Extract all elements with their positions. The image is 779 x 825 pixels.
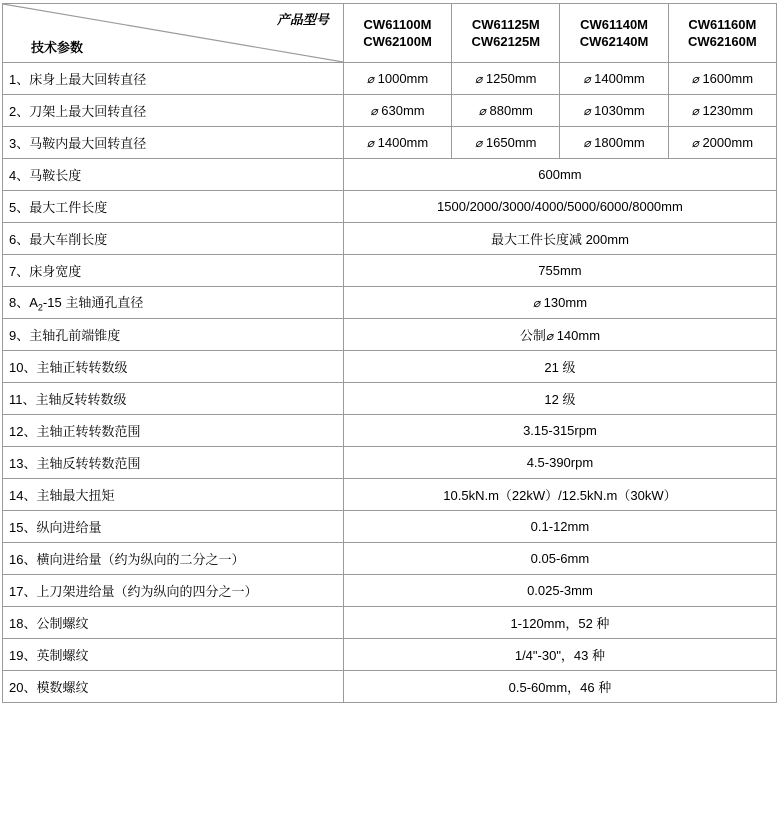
model-header-line: CW62125M [471, 34, 541, 49]
table-header-row [3, 4, 777, 63]
row-value: 3.15-315rpm [343, 415, 776, 447]
row-label: 20、模数螺纹 [3, 671, 344, 703]
row-label: 5、最大工件长度 [3, 191, 344, 223]
table-row [3, 63, 777, 95]
table-row [3, 159, 777, 191]
header-corner-cell [3, 4, 344, 63]
row-label: 8、$A_2-15$ 主轴通孔直径 [3, 287, 344, 319]
row-label: 7、床身宽度 [3, 255, 344, 287]
table-row [3, 191, 777, 223]
row-label: 15、纵向进给量 [3, 511, 344, 543]
model-header-line: CW61160M [688, 17, 757, 32]
row-label: 13、主轴反转转数范围 [3, 447, 344, 479]
table-row [3, 95, 777, 127]
specifications-table [2, 3, 777, 703]
model-header-line: CW62160M [688, 34, 757, 49]
model-header-2 [560, 4, 668, 63]
table-row [3, 543, 777, 575]
row-value: 0.025-3mm [343, 575, 776, 607]
row-value: 0.5-60mm，46 种 [343, 671, 776, 703]
row-label: 11、主轴反转转数级 [3, 383, 344, 415]
row-value: ⌀ 1400mm [560, 63, 668, 95]
table-row [3, 575, 777, 607]
row-value: 10.5kN.m（22kW）/12.5kN.m（30kW） [343, 479, 776, 511]
table-row [3, 511, 777, 543]
row-value: 1/4"-30"，43 种 [343, 639, 776, 671]
row-label: 19、英制螺纹 [3, 639, 344, 671]
row-value: ⌀ 1230mm [668, 95, 776, 127]
row-label: 14、主轴最大扭矩 [3, 479, 344, 511]
row-value: ⌀ 1030mm [560, 95, 668, 127]
row-value: 600mm [343, 159, 776, 191]
row-label: 4、马鞍长度 [3, 159, 344, 191]
row-value: ⌀ 2000mm [668, 127, 776, 159]
row-label: 16、横向进给量（约为纵向的二分之一） [3, 543, 344, 575]
row-value: 1500/2000/3000/4000/5000/6000/8000mm [343, 191, 776, 223]
header-model-label: 产品型号 [276, 12, 329, 27]
model-header-line: CW61140M [580, 17, 648, 32]
table-row [3, 223, 777, 255]
table-row [3, 415, 777, 447]
row-label: 9、主轴孔前端锥度 [3, 319, 344, 351]
row-value: ⌀ 1400mm [343, 127, 451, 159]
row-value: ⌀ 1650mm [452, 127, 560, 159]
model-header-line: CW61100M [363, 17, 432, 32]
row-value: 12 级 [343, 383, 776, 415]
row-value: 4.5-390rpm [343, 447, 776, 479]
row-value: ⌀ 1250mm [452, 63, 560, 95]
row-label: 3、马鞍内最大回转直径 [3, 127, 344, 159]
table-row [3, 351, 777, 383]
row-value: 公制⌀ 140mm [343, 319, 776, 351]
table-row [3, 287, 777, 319]
row-label: 2、刀架上最大回转直径 [3, 95, 344, 127]
table-row [3, 671, 777, 703]
table-row [3, 479, 777, 511]
row-value: 0.05-6mm [343, 543, 776, 575]
row-label: 18、公制螺纹 [3, 607, 344, 639]
row-value: ⌀ 630mm [343, 95, 451, 127]
model-header-line: CW61125M [471, 17, 540, 32]
model-header-0 [343, 4, 451, 63]
table-row [3, 447, 777, 479]
row-value: ⌀ 1800mm [560, 127, 668, 159]
row-label: 12、主轴正转转数范围 [3, 415, 344, 447]
row-label: 1、床身上最大回转直径 [3, 63, 344, 95]
row-value: 0.1-12mm [343, 511, 776, 543]
table-row [3, 639, 777, 671]
model-header-1 [452, 4, 560, 63]
row-value: ⌀ 880mm [452, 95, 560, 127]
row-value: 21 级 [343, 351, 776, 383]
header-param-label: 技术参数 [31, 40, 84, 55]
table-row [3, 607, 777, 639]
table-row [3, 319, 777, 351]
row-value: ⌀ 130mm [343, 287, 776, 319]
table-row [3, 255, 777, 287]
row-value: 1-120mm，52 种 [343, 607, 776, 639]
table-row [3, 127, 777, 159]
row-label: 10、主轴正转转数级 [3, 351, 344, 383]
model-header-line: CW62140M [579, 34, 649, 49]
row-value: ⌀ 1600mm [668, 63, 776, 95]
row-value: ⌀ 1000mm [343, 63, 451, 95]
row-value: 755mm [343, 255, 776, 287]
model-header-3 [668, 4, 776, 63]
table-row [3, 383, 777, 415]
row-label: 17、上刀架进给量（约为纵向的四分之一） [3, 575, 344, 607]
row-value: 最大工件长度减 200mm [343, 223, 776, 255]
model-header-line: CW62100M [363, 34, 432, 49]
row-label: 6、最大车削长度 [3, 223, 344, 255]
